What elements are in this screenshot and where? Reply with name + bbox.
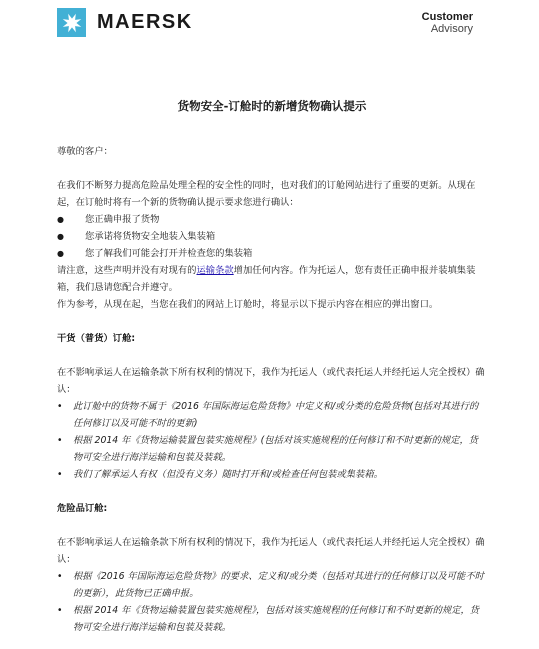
document-title: 货物安全-订舱时的新增货物确认提示 xyxy=(177,99,367,113)
maersk-logo xyxy=(57,8,193,37)
list-item: ● 您了解我们可能会打开并检查您的集装箱 xyxy=(57,245,487,262)
list-item: • 此订舱中的货物不属于《2016 年国际海运危险货物》中定义和/或分类的危险货物(包括对其进行的任何修订以及可能不时的更新) xyxy=(57,398,487,432)
list-item: • 根据 2014 年《货物运输装置包装实施规程》，包括对该实施规程的任何修订和不时更新的规定，货物可安全进行海洋运输和包装及装载。 xyxy=(57,602,487,636)
list-item: ● 您承诺将货物安全地装入集装箱 xyxy=(57,228,487,245)
reference-paragraph: 作为参考，从现在起，当您在我们的网站上订舱时，将显示以下提示内容在相应的弹出窗口。 xyxy=(57,299,439,310)
list-item: • 根据《2016 年国际海运危险货物》的要求、定义和/或分类（包括对其进行的任何修订以及可能不时的更新），此货物已正确申报。 xyxy=(57,568,487,602)
customer-advisory-label xyxy=(422,11,473,35)
dry-cargo-intro: 在不影响承运人在运输条款下所有权利的情况下，我作为托运人（或代表托运人并经托运人完全授权）确认： xyxy=(57,367,485,395)
note-text-before: 请注意，这些声明并没有对现有的 xyxy=(57,265,197,276)
document-body xyxy=(57,98,487,636)
list-item: • 我们了解承运人有权（但没有义务）随时打开和/或检查任何包装或集装箱。 xyxy=(57,466,487,483)
star-icon xyxy=(57,8,86,37)
dry-cargo-list xyxy=(57,398,487,483)
advisory-line-1: Customer xyxy=(421,11,473,23)
terms-link[interactable]: 运输条款 xyxy=(196,265,234,276)
advisory-line-2: Advisory xyxy=(430,23,473,35)
confirmation-list xyxy=(57,211,487,262)
note-paragraph xyxy=(57,262,487,296)
dg-intro: 在不影响承运人在运输条款下所有权利的情况下，我作为托运人（或代表托运人并经托运人完全授权）确认： xyxy=(57,537,485,565)
dg-heading: 危险品订舱: xyxy=(57,503,108,514)
list-item: ● 您正确申报了货物 xyxy=(57,211,487,228)
dry-cargo-heading: 干货（普货）订舱: xyxy=(57,333,136,344)
brand-name: MAERSK xyxy=(97,11,193,33)
intro-paragraph: 在我们不断努力提高危险品处理全程的安全性的同时，也对我们的订舱网站进行了重要的更新。从现在起，在订舱时将有一个新的货物确认提示要求您进行确认： xyxy=(57,180,476,208)
page-header xyxy=(0,0,539,50)
note-text-after: 增加任何内容。作为托运人，您有责任正确申报并装填集装箱，我们恳请您配合并遵守。 xyxy=(57,265,476,293)
dg-list xyxy=(57,568,487,636)
greeting: 尊敬的客户： xyxy=(57,146,113,157)
list-item: • 根据 2014 年《货物运输装置包装实施规程》(包括对该实施规程的任何修订和不时更新的规定，货物可安全进行海洋运输和包装及装载。 xyxy=(57,432,487,466)
